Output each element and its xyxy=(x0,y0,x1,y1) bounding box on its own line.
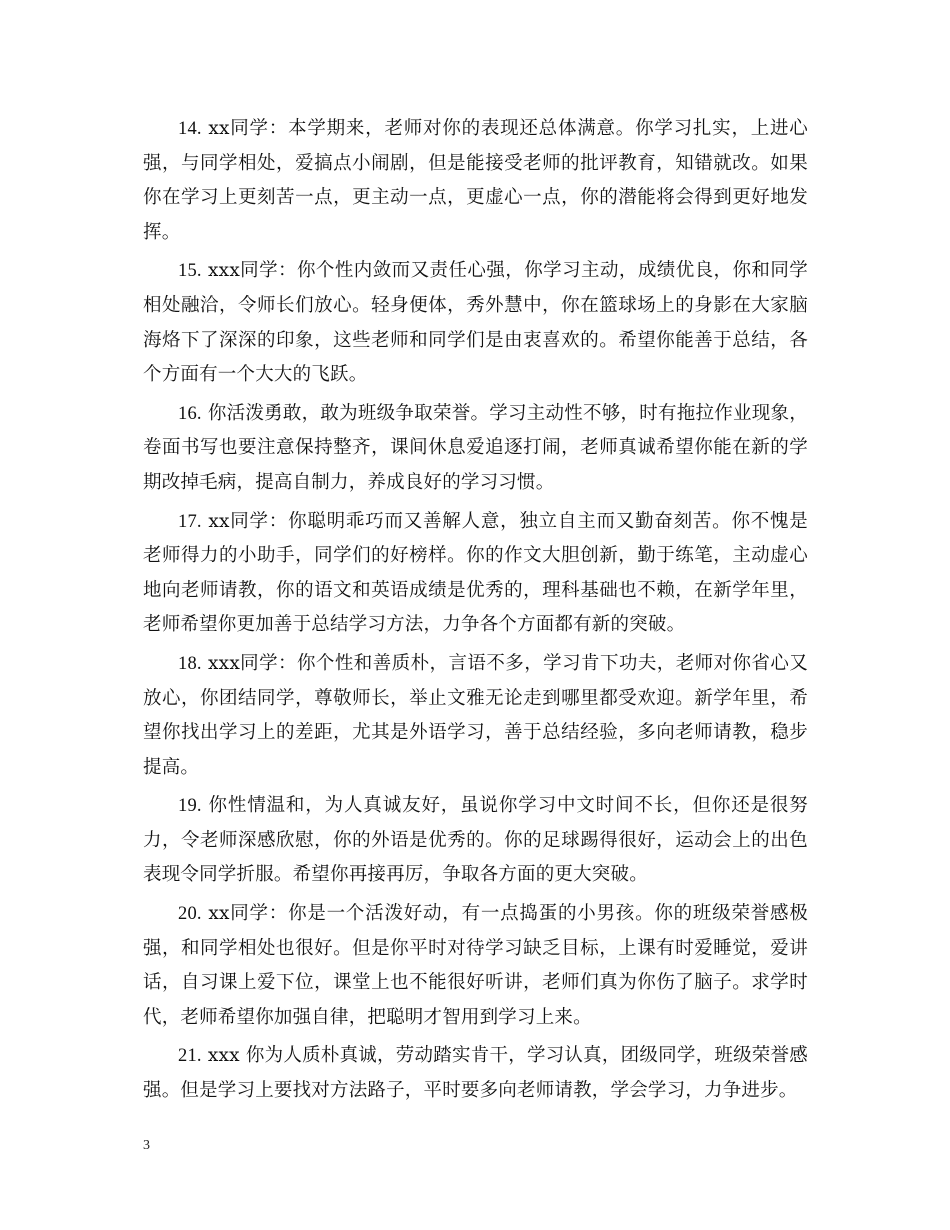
paragraph-number: 14. xyxy=(178,119,202,139)
paragraph-number: 21. xyxy=(178,1046,202,1067)
paragraph-text: xxx同学：你个性内敛而又责任心强，你学习主动，成绩优良，你和同学相处融洽，令师长们放心。轻身便体，秀外慧中，你在篮球场上的身影在大家脑海烙下了深深的印象，这些老师和同学们是由衷喜欢的。希望你能善于总结，各个方面有一个大大的飞跃。 xyxy=(143,260,808,386)
page-number: 3 xyxy=(143,1138,150,1153)
comments-body xyxy=(143,112,808,1113)
paragraph-number: 19. xyxy=(178,796,202,817)
paragraph-text: 你性情温和，为人真诚友好，虽说你学习中文时间不长，但你还是很努力，令老师深感欣慰，你的外语是优秀的。你的足球踢得很好，运动会上的出色表现令同学折服。希望你再接再厉，争取各方面的更大突破。 xyxy=(143,795,808,886)
paragraph-number: 18. xyxy=(178,653,202,674)
paragraph-number: 20. xyxy=(178,904,202,925)
comment-paragraph xyxy=(143,897,808,1035)
paragraph-text: xxx同学：你个性和善质朴，言语不多，学习肯下功夫，老师对你省心又放心，你团结同学，尊敬师长，举止文雅无论走到哪里都受欢迎。新学年里，希望你找出学习上的差距，尤其是外语学习，善于总结经验，多向老师请教，稳步提高。 xyxy=(143,652,808,778)
paragraph-text: xx同学：你聪明乖巧而又善解人意，独立自主而又勤奋刻苦。你不愧是老师得力的小助手，同学们的好榜样。你的作文大胆创新，勤于练笔，主动虚心地向老师请教，你的语文和英语成绩是优秀的，理科基础也不赖，在新学年里，老师希望你更加善于总结学习方法，力争各个方面都有新的突破。 xyxy=(143,510,808,636)
comment-paragraph xyxy=(143,1039,808,1108)
comment-paragraph xyxy=(143,397,808,501)
paragraph-text: xx同学：你是一个活泼好动，有一点捣蛋的小男孩。你的班级荣誉感极强，和同学相处也很好。但是你平时对待学习缺乏目标，上课有时爱睡觉，爱讲话，自习课上爱下位，课堂上也不能很好听讲，老师们真为你伤了脑子。求学时代，老师希望你加强自律，把聪明才智用到学习上来。 xyxy=(143,903,808,1028)
paragraph-number: 17. xyxy=(178,511,202,532)
comment-paragraph xyxy=(143,789,808,893)
paragraph-number: 16. xyxy=(178,403,202,424)
comment-paragraph xyxy=(143,647,808,785)
comment-paragraph xyxy=(143,505,808,643)
comment-paragraph xyxy=(143,254,808,392)
paragraph-text: 你活泼勇敢，敢为班级争取荣誉。学习主动性不够，时有拖拉作业现象，卷面书写也要注意保持整齐，课间休息爱追逐打闹，老师真诚希望你能在新的学期改掉毛病，提高自制力，养成良好的学习习惯。 xyxy=(143,402,808,493)
paragraph-number: 15. xyxy=(178,261,202,282)
paragraph-text: xx同学：本学期来，老师对你的表现还总体满意。你学习扎实，上进心强，与同学相处，爱搞点小闹剧，但是能接受老师的批评教育，知错就改。如果你在学习上更刻苦一点，更主动一点，更虚心一点，你的潜能将会得到更好地发挥。 xyxy=(143,118,808,243)
comment-paragraph xyxy=(143,112,808,250)
paragraph-text: xxx 你为人质朴真诚，劳动踏实肯干，学习认真，团级同学，班级荣誉感强。但是学习上要找对方法路子，平时要多向老师请教，学会学习，力争进步。 xyxy=(143,1045,808,1102)
